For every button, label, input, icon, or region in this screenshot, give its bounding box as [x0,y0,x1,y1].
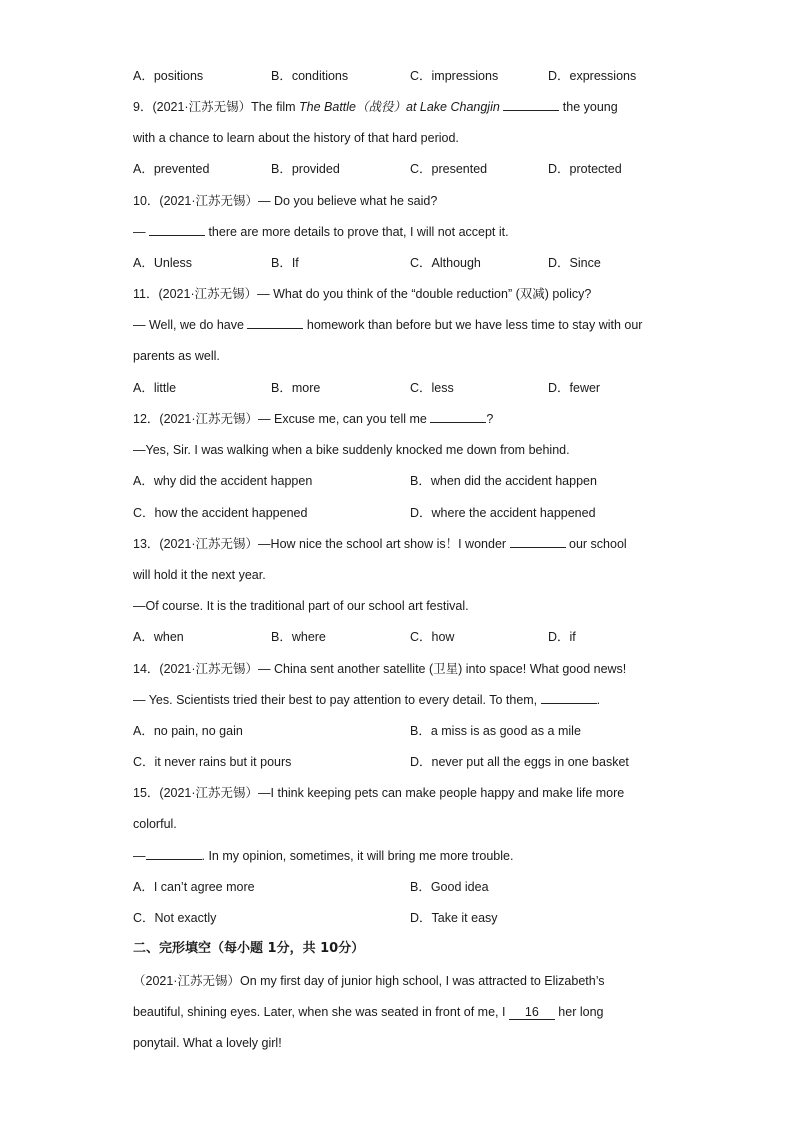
q13-stem-line2: will hold it the next year. [133,568,266,582]
q10-reply-post: there are more details to prove that, I will not accept it. [204,225,509,239]
q8-option-c: C．impressions [410,69,499,83]
q12-option-a: A．why did the accident happen [133,474,313,488]
q9-option-c: C．presented [410,162,488,176]
q11-option-a: A．little [133,381,177,395]
q12-blank [430,411,486,423]
q13-option-d: D．if [548,630,576,644]
q14-option-b: B．a miss is as good as a mile [410,724,581,738]
q12-stem-post: ? [486,412,494,426]
q13-blank [510,536,566,548]
q13-option-c: C．how [410,630,455,644]
q12-option-d: D．where the accident happened [410,506,596,520]
q13-option-b: B．where [271,630,326,644]
q11-reply-line3: parents as well. [133,349,220,363]
cloze-paragraph-line3: ponytail. What a lovely girl! [133,1036,282,1050]
q11-reply [133,317,642,333]
cloze-paragraph-line2 [133,1004,603,1020]
q10-stem: 10．(2021·江苏无锡）— Do you believe what he said? [133,194,438,208]
q10-option-c: C．Although [410,256,481,270]
q9-option-a: A．prevented [133,162,210,176]
q14-reply-post: . [596,693,601,707]
q11-option-b: B．more [271,381,321,395]
q15-reply [133,848,513,864]
q10-reply [133,224,509,240]
q14-stem: 14．(2021·江苏无锡）— China sent another satellite (卫星) into space! What good news! [133,662,627,676]
q13-stem-post: our school [565,537,627,551]
cloze-line2-post: her long [554,1005,604,1019]
q11-stem: 11．(2021·江苏无锡）— What do you think of the “double reduction” (双减) policy? [133,287,592,301]
q13-stem-pre: 13．(2021·江苏无锡）—How nice the school art show is！I wonder [133,537,510,551]
q10-reply-pre: — [133,225,149,239]
q10-blank [149,224,205,236]
q11-reply-post: homework than before but we have less time to stay with our [303,318,643,332]
q9-blank [503,99,559,111]
q15-blank [146,848,202,860]
q13-stem [133,536,627,552]
q11-blank [247,317,303,329]
q15-stem-line2: colorful. [133,817,177,831]
q15-option-b: B．Good idea [410,880,489,894]
q9-option-d: D．protected [548,162,622,176]
cloze-blank-16: 16 [509,1006,555,1020]
q14-reply-pre: — Yes. Scientists tried their best to pay attention to every detail. To them, [133,693,541,707]
q14-option-d: D．never put all the eggs in one basket [410,755,629,769]
q14-blank [541,692,597,704]
q15-option-d: D．Take it easy [410,911,498,925]
cloze-paragraph-line1: （2021·江苏无锡）On my first day of junior high school, I was attracted to Elizabeth’s [133,974,605,988]
q9-suffix: the young [559,100,618,114]
q8-option-a: A．positions [133,69,204,83]
q15-stem: 15．(2021·江苏无锡）—I think keeping pets can make people happy and make life more [133,786,625,800]
cloze-line2-pre: beautiful, shining eyes. Later, when she was seated in front of me, I [133,1005,509,1019]
q15-option-c: C．Not exactly [133,911,217,925]
q9-prefix: 9．(2021·江苏无锡）The film [133,100,300,114]
section-heading: 二、完形填空（每小题 1分，共 10分） [133,941,365,956]
q12-reply: —Yes, Sir. I was walking when a bike suddenly knocked me down from behind. [133,443,570,457]
q15-reply-post: . In my opinion, sometimes, it will bring me more trouble. [201,849,514,863]
q14-reply [133,692,600,708]
q15-reply-pre: — [133,849,146,863]
q12-option-b: B．when did the accident happen [410,474,597,488]
q8-option-d: D．expressions [548,69,637,83]
q11-reply-pre: — Well, we do have [133,318,248,332]
q10-option-b: B．If [271,256,299,270]
q12-option-c: C．how the accident happened [133,506,308,520]
q13-reply: —Of course. It is the traditional part of our school art festival. [133,599,469,613]
q9-stem [133,99,618,115]
q15-option-a: A．I can’t agree more [133,880,255,894]
q9-stem-line2: with a chance to learn about the history of that hard period. [133,131,459,145]
q14-option-a: A．no pain, no gain [133,724,243,738]
q12-stem-pre: 12．(2021·江苏无锡）— Excuse me, can you tell me [133,412,431,426]
q13-option-a: A．when [133,630,184,644]
q10-option-d: D．Since [548,256,601,270]
q9-option-b: B．provided [271,162,340,176]
q11-option-d: D．fewer [548,381,601,395]
q9-film-title: The Battle（战役）at Lake Changjin [299,100,500,114]
q14-option-c: C．it never rains but it pours [133,755,292,769]
q8-option-b: B．conditions [271,69,349,83]
q11-option-c: C．less [410,381,454,395]
q12-stem [133,411,493,427]
q10-option-a: A．Unless [133,256,193,270]
